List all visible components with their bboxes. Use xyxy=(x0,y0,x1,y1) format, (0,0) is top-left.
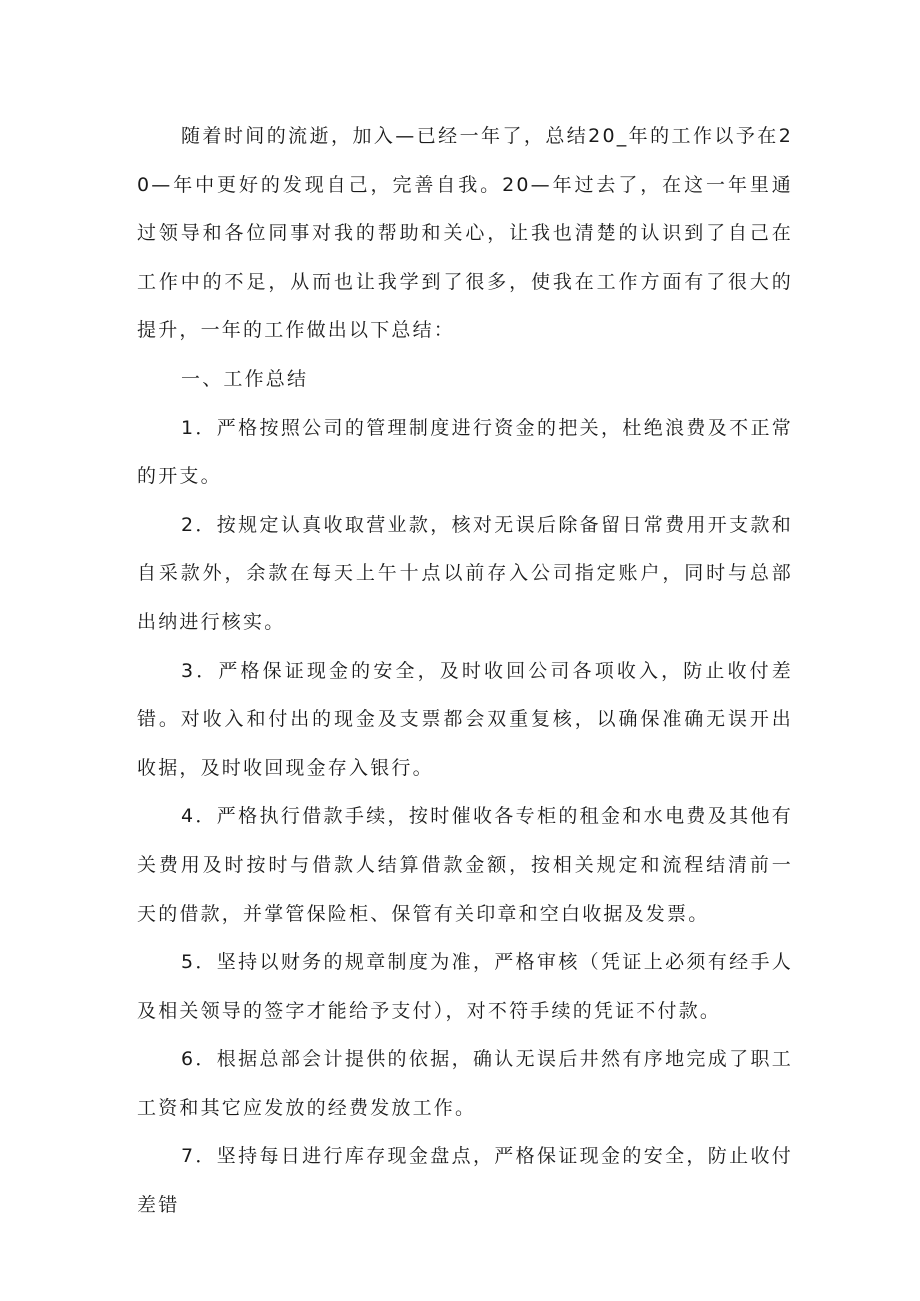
summary-item-5: 5．坚持以财务的规章制度为准，严格审核（凭证上必须有经手人及相关领导的签字才能给予支付），对不符手续的凭证不付款。 xyxy=(137,951,793,1022)
summary-item-7: 7．坚持每日进行库存现金盘点，严格保证现金的安全，防止收付差错 xyxy=(137,1145,793,1217)
summary-item-2: 2．按规定认真收取营业款，核对无误后除备留日常费用开支款和自采款外，余款在每天上午十点以前存入公司指定账户，同时与总部出纳进行核实。 xyxy=(137,513,793,633)
section-heading-work-summary: 一、工作总结 xyxy=(181,367,309,390)
summary-item-3: 3．严格保证现金的安全，及时收回公司各项收入，防止收付差错。对收入和付出的现金及支票都会双重复核，以确保准确无误开出收据，及时收回现金存入银行。 xyxy=(137,659,793,779)
summary-item-4: 4．严格执行借款手续，按时催收各专柜的租金和水电费及其他有关费用及时按时与借款人结算借款金额，按相关规定和流程结清前一天的借款，并掌管保险柜、保管有关印章和空白收据及发票。 xyxy=(137,805,793,925)
summary-item-6: 6．根据总部会计提供的依据，确认无误后井然有序地完成了职工工资和其它应发放的经费发放工作。 xyxy=(137,1048,793,1119)
summary-item-1: 1．严格按照公司的管理制度进行资金的把关，杜绝浪费及不正常的开支。 xyxy=(137,416,793,488)
document-body xyxy=(137,112,793,1230)
intro-paragraph: 随着时间的流逝，加入—已经一年了，总结20_年的工作以予在20—年中更好的发现自己，完善自我。20—年过去了，在这一年里通过领导和各位同事对我的帮助和关心，让我也清楚的认识到了自己在工作中的不足，从而也让我学到了很多，使我在工作方面有了很大的提升，一年的工作做出以下总结： xyxy=(137,125,793,342)
